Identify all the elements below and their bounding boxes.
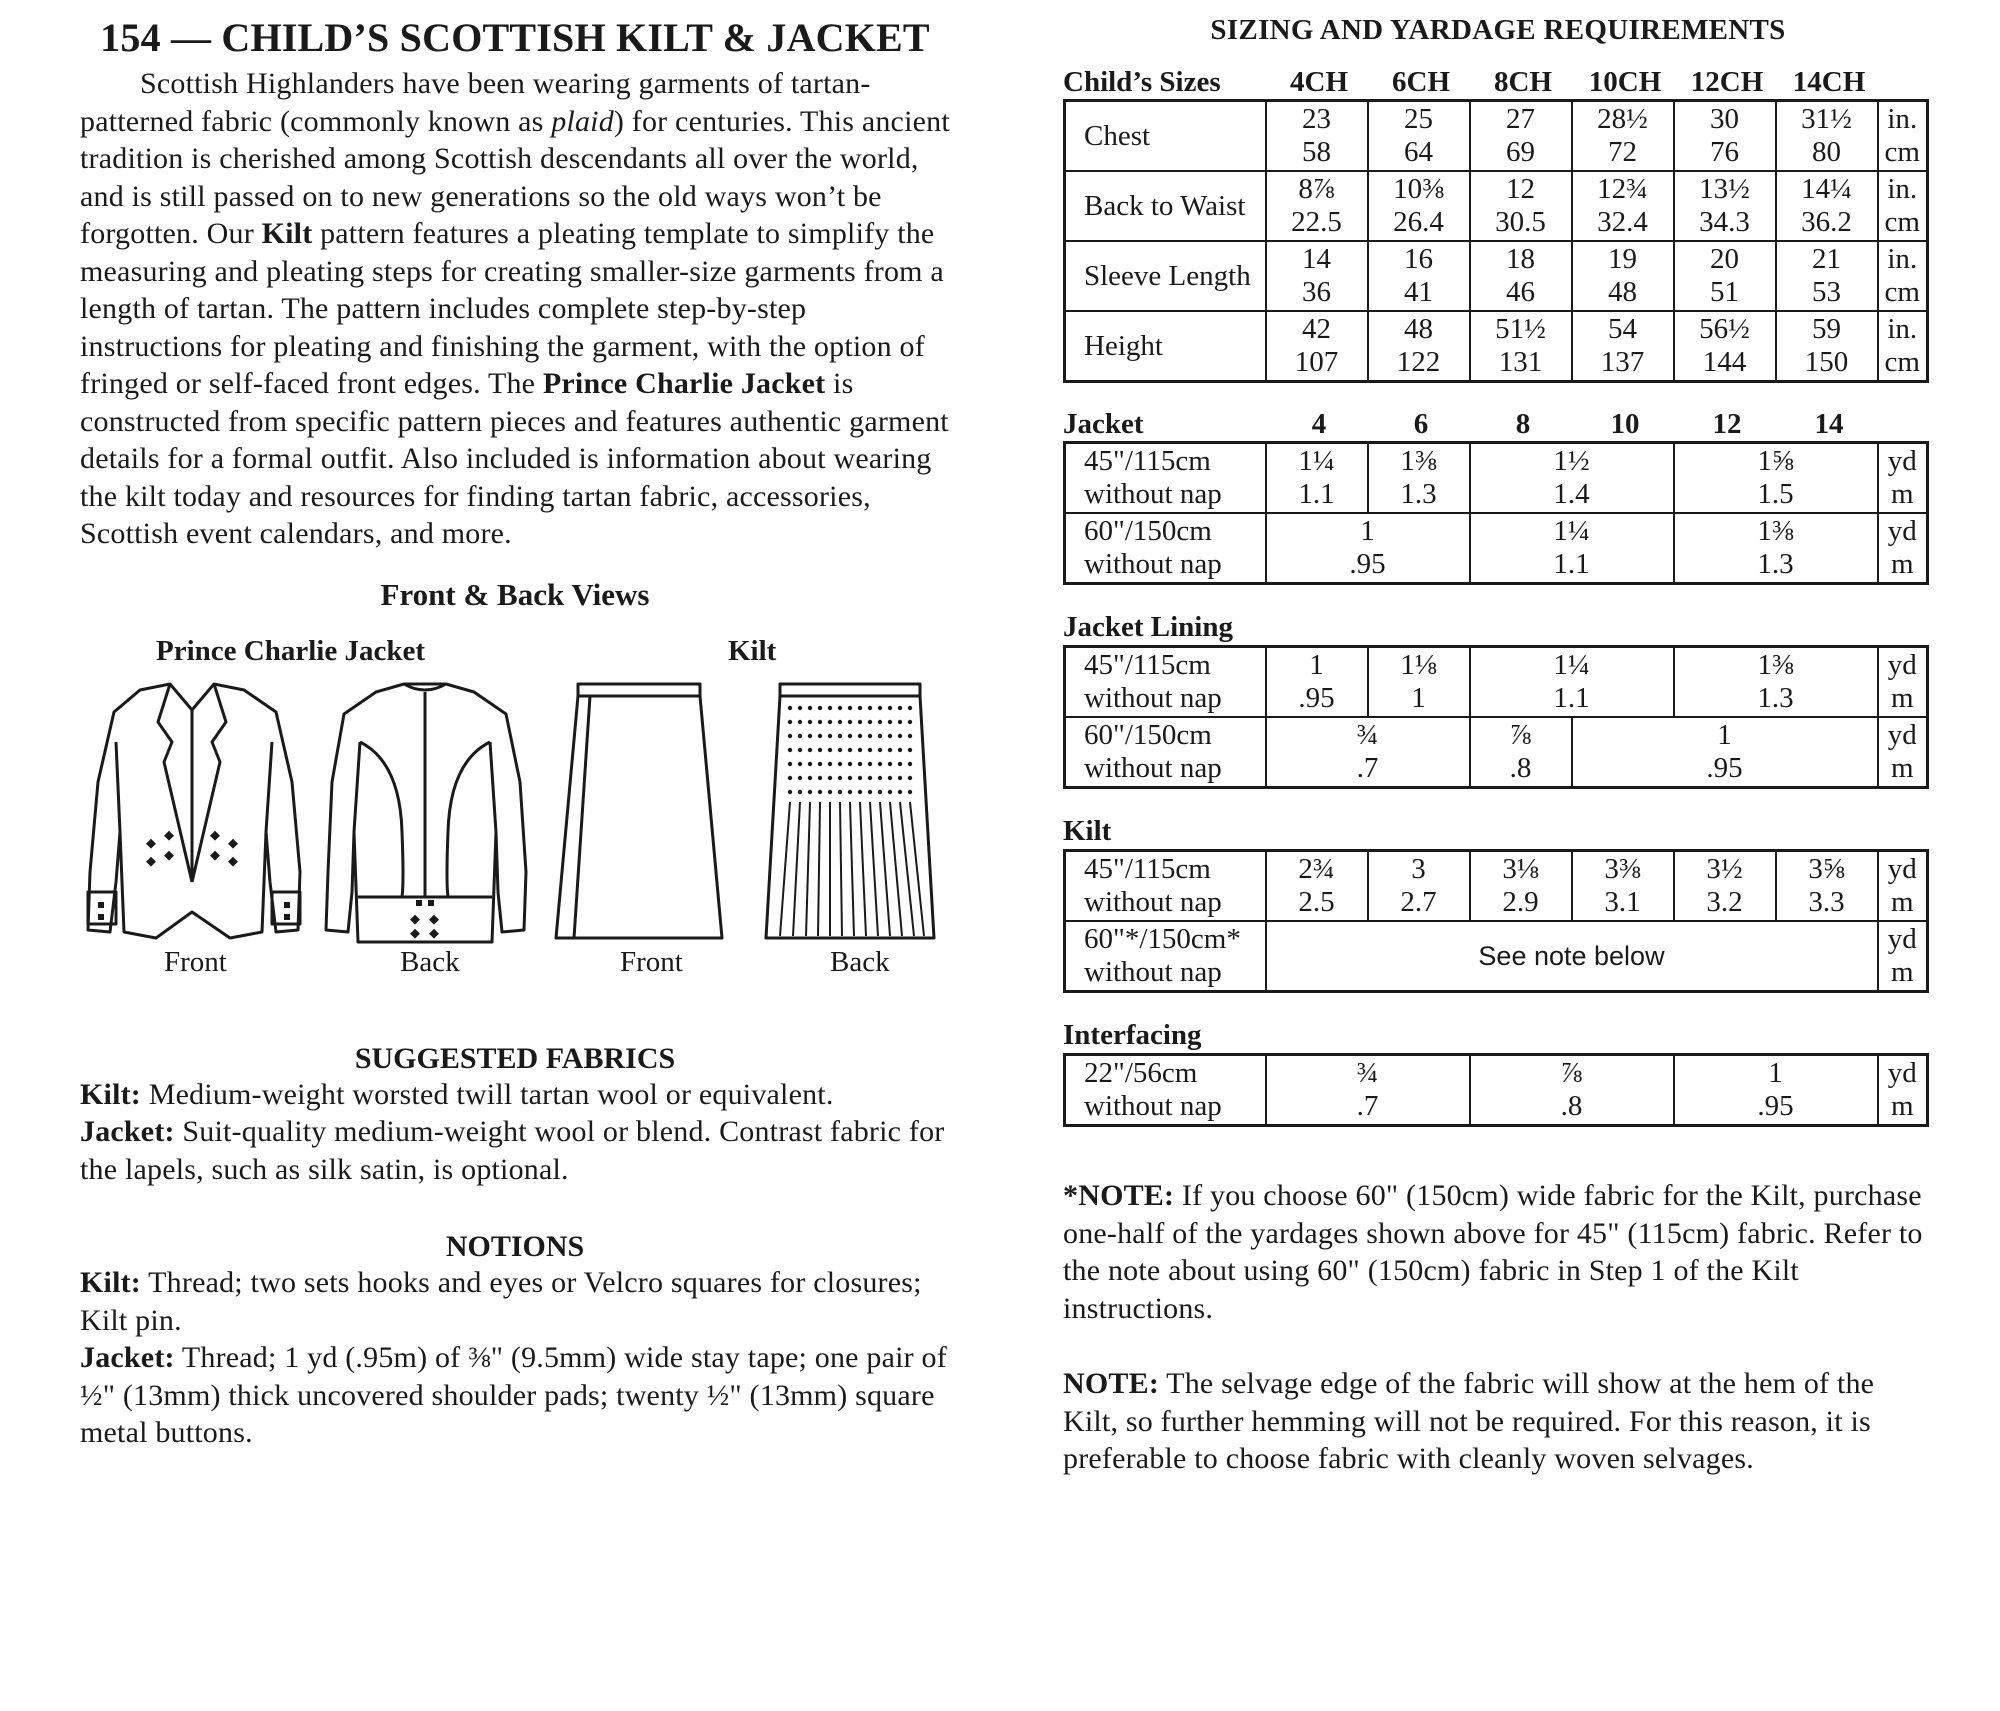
jacket-drawing-label: Prince Charlie Jacket [156,634,425,667]
intro-run: Prince Charlie Jacket [542,367,826,400]
yardage-m: 1.5 [1757,478,1794,510]
value-inches: 54 [1608,313,1637,345]
section-label-jacket: Jacket [1063,408,1144,440]
yardage-m: 2.5 [1298,886,1335,918]
yardage-cell [1368,647,1470,718]
measurement-cell [1674,311,1776,382]
value-cm: 32.4 [1597,206,1648,238]
measurement-cell [1674,171,1776,241]
yardage-m: 1.1 [1298,478,1335,510]
yardage-cell [1368,851,1470,922]
yardage-m: 2.9 [1502,886,1539,918]
views-heading: Front & Back Views [380,576,650,612]
value-inches: 48 [1404,313,1433,345]
value-cm: 53 [1812,276,1841,308]
fabric-jacket-label: Jacket: [80,1115,175,1148]
pattern-title: 154 — CHILD’S SCOTTISH KILT & JACKET [100,15,930,60]
value-cm: 48 [1608,276,1637,308]
yardage-cell [1572,717,1878,788]
value-cm: 144 [1702,346,1747,378]
value-cm: 36 [1302,276,1331,308]
yardage-size: 10 [1610,408,1640,440]
value-inches: 51½ [1495,313,1546,345]
kilt-back-illustration [760,682,940,944]
unit-m: m [1890,956,1914,988]
value-cm: 64 [1404,136,1433,168]
yardage-m: 1.3 [1400,478,1437,510]
measurement-label: Back to Waist [1065,171,1266,241]
value-inches: 25 [1404,103,1433,135]
measurement-cell [1674,241,1776,311]
value-cm: 76 [1710,136,1739,168]
measurement-label: Height [1065,311,1266,382]
unit-yd: yd [1887,853,1917,885]
yardage-cell [1266,443,1368,514]
yardage-cell [1470,717,1572,788]
fabric-width-line: without nap [1084,682,1222,714]
fabric-width-label [1065,1055,1266,1126]
right-column [1063,14,1933,1478]
intro-run: Scottish Highlanders have been wearing garments of tartan-patterned fabric (commonly known as [80,67,871,138]
yardage-yd: 3⅛ [1502,853,1539,885]
yardage-m: .95 [1706,752,1743,784]
fabric-kilt [80,1076,950,1114]
value-cm: 46 [1506,276,1535,308]
yardage-yd: 3⅝ [1808,853,1845,885]
caption-jacket-front: Front [164,945,227,978]
yardage-table-kilt [1063,849,1929,993]
fabric-width-label [1065,513,1266,584]
yardage-yd: ⅞ [1509,719,1532,751]
size-column-header: 14CH [1792,66,1866,98]
yardage-size: 4 [1311,408,1327,440]
yardage-table-jacket [1063,441,1929,585]
yardage-m: 1.3 [1757,548,1794,580]
yardage-m: .95 [1298,682,1335,714]
value-cm: 137 [1600,346,1645,378]
size-column-header: 8CH [1494,66,1552,98]
intro-run: ) for centuries. This ancient tradition is cherished among Scottish descendants all over the world, and is still passed on to new generations so the old ways won’t be forgotten. Our [80,104,950,250]
size-column-header: 6CH [1392,66,1450,98]
yardage-m: 1.1 [1553,682,1590,714]
yardage-yd: 1⅝ [1757,445,1794,477]
value-cm: 150 [1804,346,1849,378]
yardage-table-jacket-lining [1063,645,1929,789]
measurement-row [1065,101,1928,172]
yardage-size: 6 [1413,408,1429,440]
unit-yd: yd [1887,1057,1917,1089]
unit-cell [1878,717,1928,788]
yardage-yd: 1 [1309,649,1324,681]
yardage-yd: 1¼ [1553,649,1590,681]
value-cm: 36.2 [1801,206,1852,238]
yardage-cell [1572,851,1674,922]
yardage-cell [1674,443,1878,514]
measurement-cell [1776,101,1878,172]
unit-in: in. [1887,243,1918,275]
note-selvage-text: The selvage edge of the fabric will show at the hem of the Kilt, so further hemming will not be required. For this reason, it is preferable to choose fabric with cleanly woven selvages. [1063,1367,1875,1475]
fabric-width-line: without nap [1084,956,1222,988]
measurement-cell [1266,101,1368,172]
unit-in: in. [1887,313,1918,345]
measurement-cell [1470,171,1572,241]
fabric-width-line: 45"/115cm [1084,649,1211,681]
fabric-width-line: without nap [1084,478,1222,510]
unit-cm: cm [1884,206,1920,238]
measurement-cell [1266,171,1368,241]
yardage-size-header [1063,403,1933,441]
measurement-cell [1266,241,1368,311]
jacket-front-illustration [80,682,310,944]
unit-yd: yd [1887,719,1917,751]
measurement-cell [1572,311,1674,382]
value-inches: 14¼ [1801,173,1852,205]
measurement-label: Chest [1065,101,1266,172]
yardage-row [1065,717,1928,788]
value-cm: 80 [1812,136,1841,168]
yardage-cell [1470,1055,1674,1126]
yardage-yd: ¾ [1356,719,1379,751]
yardage-row [1065,921,1928,992]
yardage-m: .7 [1356,1090,1379,1122]
unit-cell [1878,1055,1928,1126]
yardage-yd: 1⅛ [1400,649,1437,681]
yardage-cell [1470,513,1674,584]
yardage-cell [1470,443,1674,514]
unit-cm: cm [1884,346,1920,378]
jacket-back-illustration [320,682,530,944]
yardage-cell [1470,647,1674,718]
fabric-width-line: 60"*/150cm* [1084,923,1241,955]
unit-cm: cm [1884,276,1920,308]
yardage-yd: 1 [1717,719,1732,751]
notions-heading: NOTIONS [445,1230,585,1263]
yardage-m: 1.4 [1553,478,1590,510]
value-inches: 19 [1608,243,1637,275]
value-inches: 27 [1506,103,1535,135]
fabric-width-line: 60"/150cm [1084,719,1212,751]
yardage-yd: 3⅜ [1604,853,1641,885]
measurement-cell [1572,171,1674,241]
yardage-yd: 1⅜ [1757,649,1794,681]
yardage-cell [1266,1055,1470,1126]
fabric-width-label [1065,647,1266,718]
kilt-drawing-label: Kilt [728,634,777,667]
unit-in: in. [1887,173,1918,205]
measurement-cell [1368,311,1470,382]
note-selvage-label: NOTE: [1063,1367,1160,1400]
unit-m: m [1890,886,1914,918]
yardage-row [1065,1055,1928,1126]
yardage-m: .8 [1560,1090,1583,1122]
unit-yd: yd [1887,515,1917,547]
fabric-kilt-text: Medium-weight worsted twill tartan wool or equivalent. [141,1077,834,1111]
fabric-width-line: 45"/115cm [1084,445,1211,477]
yardage-cell [1470,851,1572,922]
intro-run: Kilt [261,217,313,250]
child-sizes-label: Child’s Sizes [1063,66,1221,98]
intro-run: plaid [551,104,614,138]
fabric-width-line: without nap [1084,548,1222,580]
unit-cell [1878,101,1928,172]
unit-in: in. [1887,103,1918,135]
value-inches: 12¾ [1597,173,1648,205]
fabric-width-line: 22"/56cm [1084,1057,1198,1089]
yardage-m: 1 [1411,682,1426,714]
yardage-cell [1674,851,1776,922]
value-inches: 30 [1710,103,1739,135]
unit-yd: yd [1887,923,1917,955]
value-cm: 34.3 [1699,206,1750,238]
size-column-header: 12CH [1690,66,1764,98]
intro-run: is constructed from specific pattern pieces and features authentic garment details for a formal outfit. Also included is information about wearing the kilt today and resources for finding tartan fabric, accessories, Scottish event calendars, and more. [80,367,949,550]
yardage-m: 2.7 [1400,886,1437,918]
yardage-row [1065,851,1928,922]
measurement-cell [1572,241,1674,311]
yardage-yd: ⅞ [1560,1057,1583,1089]
yardage-size: 8 [1515,408,1531,440]
yardage-yd: 1⅜ [1400,445,1437,477]
unit-m: m [1890,682,1914,714]
unit-m: m [1890,478,1914,510]
yardage-cell [1266,717,1470,788]
yardage-m: 1.3 [1757,682,1794,714]
yardage-row [1065,443,1928,514]
unit-cm: cm [1884,136,1920,168]
measurement-cell [1266,311,1368,382]
fabric-width-label [1065,921,1266,992]
value-inches: 12 [1506,173,1535,205]
fabric-jacket-text: Suit-quality medium-weight wool or blend. Contrast fabric for the lapels, such as silk satin, is optional. [80,1115,945,1186]
value-inches: 56½ [1699,313,1750,345]
value-cm: 26.4 [1393,206,1444,238]
measurement-cell [1470,311,1572,382]
yardage-cell [1776,851,1878,922]
notions-jacket [80,1339,950,1452]
unit-cell [1878,241,1928,311]
fabric-width-label [1065,851,1266,922]
value-cm: 51 [1710,276,1739,308]
intro-run: pattern features a pleating template to simplify the measuring and pleating steps for creating smaller-size garments from a length of tartan. The pattern includes complete step-by-step instructions for pleating and finishing the garment, with the option of fringed or self-faced front edges. The [80,217,944,400]
caption-kilt-front: Front [620,945,683,978]
measurement-cell [1776,311,1878,382]
garment-drawings [80,635,950,990]
fabric-width-line: without nap [1084,752,1222,784]
yardage-cell [1266,513,1470,584]
measurement-cell [1368,171,1470,241]
yardage-yd: 3 [1411,853,1426,885]
yardage-size: 12 [1712,408,1742,440]
measurement-row [1065,171,1928,241]
measurement-row [1065,311,1928,382]
fabric-width-line: 60"/150cm [1084,515,1212,547]
body-measurements-table [1063,99,1929,383]
value-inches: 23 [1302,103,1331,135]
value-inches: 20 [1710,243,1739,275]
yardage-yd: 1 [1360,515,1375,547]
yardage-m: .8 [1509,752,1532,784]
yardage-m: 3.2 [1706,886,1743,918]
sizing-title: SIZING AND YARDAGE REQUIREMENTS [1210,14,1786,46]
fabric-width-line: without nap [1084,1090,1222,1122]
fabric-width-label [1065,717,1266,788]
value-cm: 72 [1608,136,1637,168]
fabric-width-line: without nap [1084,886,1222,918]
unit-yd: yd [1887,445,1917,477]
caption-kilt-back: Back [830,945,890,978]
section-label-kilt: Kilt [1063,815,1112,847]
yardage-yd: 2¾ [1298,853,1335,885]
yardage-size: 14 [1814,408,1844,440]
yardage-yd: 1½ [1553,445,1590,477]
notions-kilt [80,1264,950,1339]
note-60-inch-text: If you choose 60" (150cm) wide fabric for the Kilt, purchase one-half of the yardages shown above for 45" (115cm) fabric. Refer to the note about using 60" (150cm) fabric in Step 1 of the Kilt instructions. [1063,1179,1923,1325]
unit-m: m [1890,548,1914,580]
yardage-m: 1.1 [1553,548,1590,580]
yardage-row [1065,513,1928,584]
yardage-yd: 1¼ [1553,515,1590,547]
intro-paragraph [80,65,950,553]
yardage-m: .95 [1349,548,1386,580]
section-label-interfacing: Interfacing [1063,1019,1202,1051]
value-cm: 30.5 [1495,206,1546,238]
value-inches: 8⅞ [1298,173,1335,205]
measurement-cell [1776,241,1878,311]
unit-cell [1878,513,1928,584]
yardage-yd: 3½ [1706,853,1743,885]
value-inches: 31½ [1801,103,1852,135]
yardage-yd: ¾ [1356,1057,1379,1089]
note-60-inch-label: *NOTE: [1063,1179,1175,1212]
section-label-jacket-lining: Jacket Lining [1063,611,1233,643]
yardage-row [1065,647,1928,718]
measurement-cell [1470,101,1572,172]
left-column [80,14,950,1452]
unit-yd: yd [1887,649,1917,681]
unit-cell [1878,851,1928,922]
measurement-cell [1776,171,1878,241]
unit-cell [1878,647,1928,718]
notions-jacket-text: Thread; 1 yd (.95m) of ⅜" (9.5mm) wide stay tape; one pair of ½" (13mm) thick uncovered shoulder pads; twenty ½" (13mm) square metal buttons. [80,1341,947,1449]
yardage-cell [1266,851,1368,922]
yardage-cell [1674,513,1878,584]
kilt-front-illustration [550,682,730,944]
fabrics-heading: SUGGESTED FABRICS [354,1041,676,1075]
fabric-kilt-label: Kilt: [80,1077,141,1111]
child-sizes-header [1063,61,1933,99]
value-cm: 69 [1506,136,1535,168]
value-inches: 42 [1302,313,1331,345]
value-cm: 22.5 [1291,206,1342,238]
note-60-inch [1063,1177,1933,1327]
note-selvage [1063,1365,1933,1478]
fabric-jacket [80,1113,950,1188]
yardage-m: .7 [1356,752,1379,784]
yardage-yd: 1⅜ [1757,515,1794,547]
measurement-cell [1368,101,1470,172]
measurement-cell [1368,241,1470,311]
value-cm: 122 [1396,346,1441,378]
measurement-label: Sleeve Length [1065,241,1266,311]
value-inches: 14 [1302,243,1331,275]
unit-cell [1878,171,1928,241]
yardage-table-interfacing [1063,1053,1929,1127]
yardage-m: 3.3 [1808,886,1845,918]
yardage-m: 3.1 [1604,886,1641,918]
value-inches: 59 [1812,313,1841,345]
size-column-header: 4CH [1290,66,1348,98]
yardage-cell [1674,647,1878,718]
size-column-header: 10CH [1588,66,1662,98]
measurement-cell [1674,101,1776,172]
measurement-cell [1470,241,1572,311]
measurement-cell [1572,101,1674,172]
value-cm: 58 [1302,136,1331,168]
yardage-cell [1674,1055,1878,1126]
value-cm: 131 [1498,346,1543,378]
value-inches: 18 [1506,243,1535,275]
yardage-cell [1368,443,1470,514]
value-inches: 16 [1404,243,1433,275]
measurement-row [1065,241,1928,311]
value-inches: 21 [1812,243,1841,275]
value-inches: 28½ [1597,103,1648,135]
yardage-sections [1063,403,1933,1127]
notions-kilt-label: Kilt: [80,1266,141,1299]
notions-jacket-label: Jacket: [80,1341,175,1374]
caption-jacket-back: Back [400,945,460,978]
value-cm: 107 [1294,346,1339,378]
yardage-yd: 1¼ [1298,445,1335,477]
yardage-m: .95 [1757,1090,1794,1122]
value-inches: 10⅜ [1393,173,1444,205]
value-cm: 41 [1404,276,1433,308]
unit-m: m [1890,752,1914,784]
see-note-cell: See note below [1266,921,1878,992]
yardage-yd: 1 [1768,1057,1783,1089]
fabric-width-label [1065,443,1266,514]
unit-cell [1878,443,1928,514]
value-inches: 13½ [1699,173,1750,205]
notions-kilt-text: Thread; two sets hooks and eyes or Velcro squares for closures; Kilt pin. [80,1266,922,1337]
unit-m: m [1890,1090,1914,1122]
yardage-cell [1266,647,1368,718]
unit-cell [1878,311,1928,382]
fabric-width-line: 45"/115cm [1084,853,1211,885]
unit-cell [1878,921,1928,992]
